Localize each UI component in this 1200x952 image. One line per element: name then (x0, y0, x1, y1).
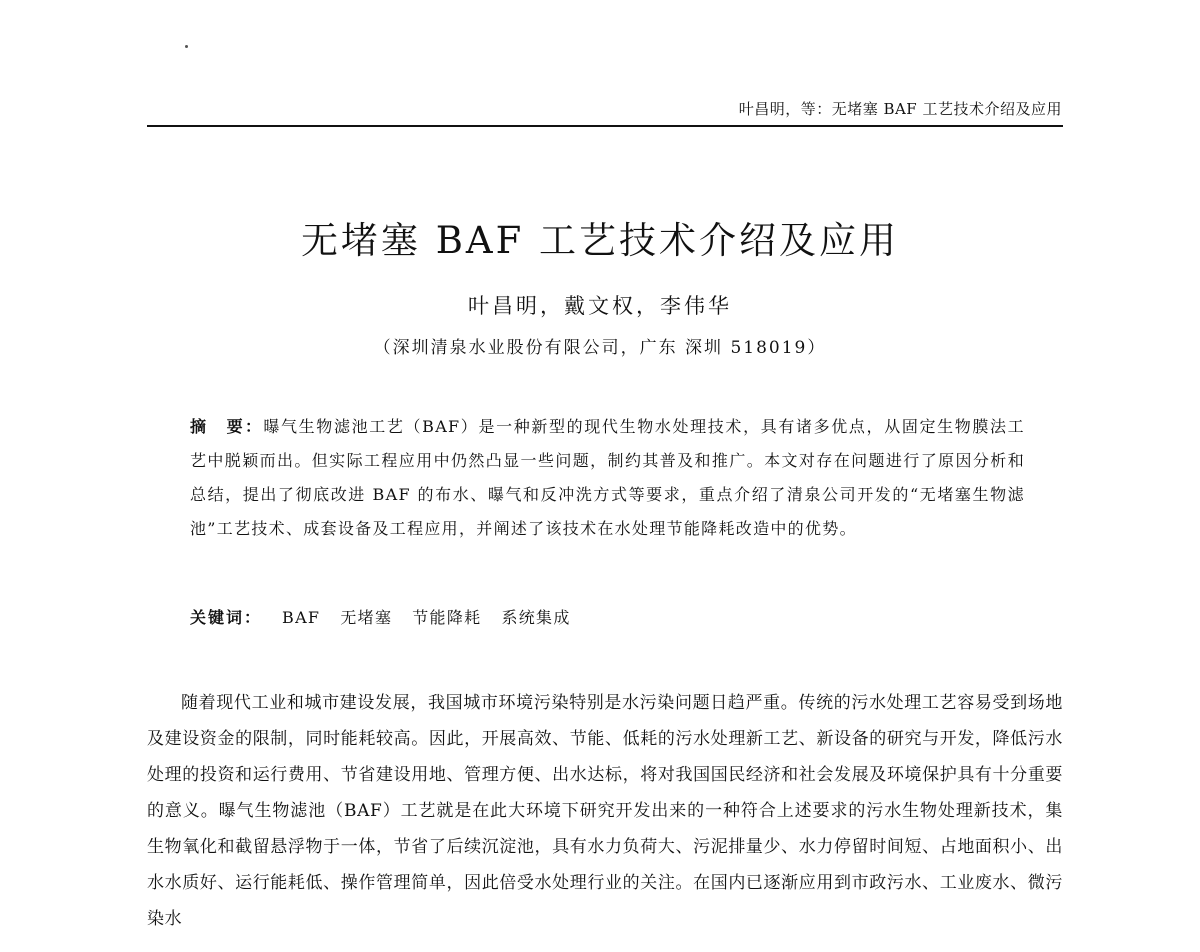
scan-speck (185, 45, 188, 48)
keyword-item: 无堵塞 (340, 608, 393, 627)
keyword-item: 节能降耗 (412, 608, 482, 627)
author-list: 叶昌明，戴文权，李伟华 (468, 294, 732, 318)
keyword-item: 系统集成 (501, 608, 571, 627)
running-head: 叶昌明，等：无堵塞 BAF 工艺技术介绍及应用 (738, 100, 1062, 118)
paper-title: 无堵塞 BAF 工艺技术介绍及应用 (300, 219, 900, 262)
abstract (190, 410, 1025, 546)
body-paragraph: 随着现代工业和城市建设发展，我国城市环境污染特别是水污染问题日趋严重。传统的污水处理工艺容易受到场地及建设资金的限制，同时能耗较高。因此，开展高效、节能、低耗的污水处理新工艺、新设备的研究与开发，降低污水处理的投资和运行费用、节省建设用地、管理方便、出水达标，将对我国国民经济和社会发展及环境保护具有十分重要的意义。曝气生物滤池（BAF）工艺就是在此大环境下研究开发出来的一种符合上述要求的污水生物处理新技术，集生物氧化和截留悬浮物于一体，节省了后续沉淀池，具有水力负荷大、污泥排量少、水力停留时间短、占地面积小、出水水质好、运行能耗低、操作管理简单，因此倍受水处理行业的关注。在国内已逐渐应用到市政污水、工业废水、微污染水 (147, 693, 1063, 929)
keyword-item: BAF (282, 608, 321, 627)
abstract-label: 摘 要： (190, 417, 264, 436)
abstract-text: 曝气生物滤池工艺（BAF）是一种新型的现代生物水处理技术，具有诸多优点，从固定生物膜法工艺中脱颖而出。但实际工程应用中仍然凸显一些问题，制约其普及和推广。本文对存在问题进行了原因分析和总结，提出了彻底改进 BAF 的布水、曝气和反冲洗方式等要求，重点介绍了清泉公司开发的“无堵塞生物滤池”工艺技术、成套设备及工程应用，并阐述了该技术在水处理节能降耗改造中的优势。 (190, 417, 1025, 538)
keywords (190, 605, 1025, 628)
keywords-label: 关键词： (190, 608, 263, 627)
header-rule (147, 125, 1063, 127)
affiliation: （深圳清泉水业股份有限公司，广东 深圳 518019） (373, 338, 827, 358)
